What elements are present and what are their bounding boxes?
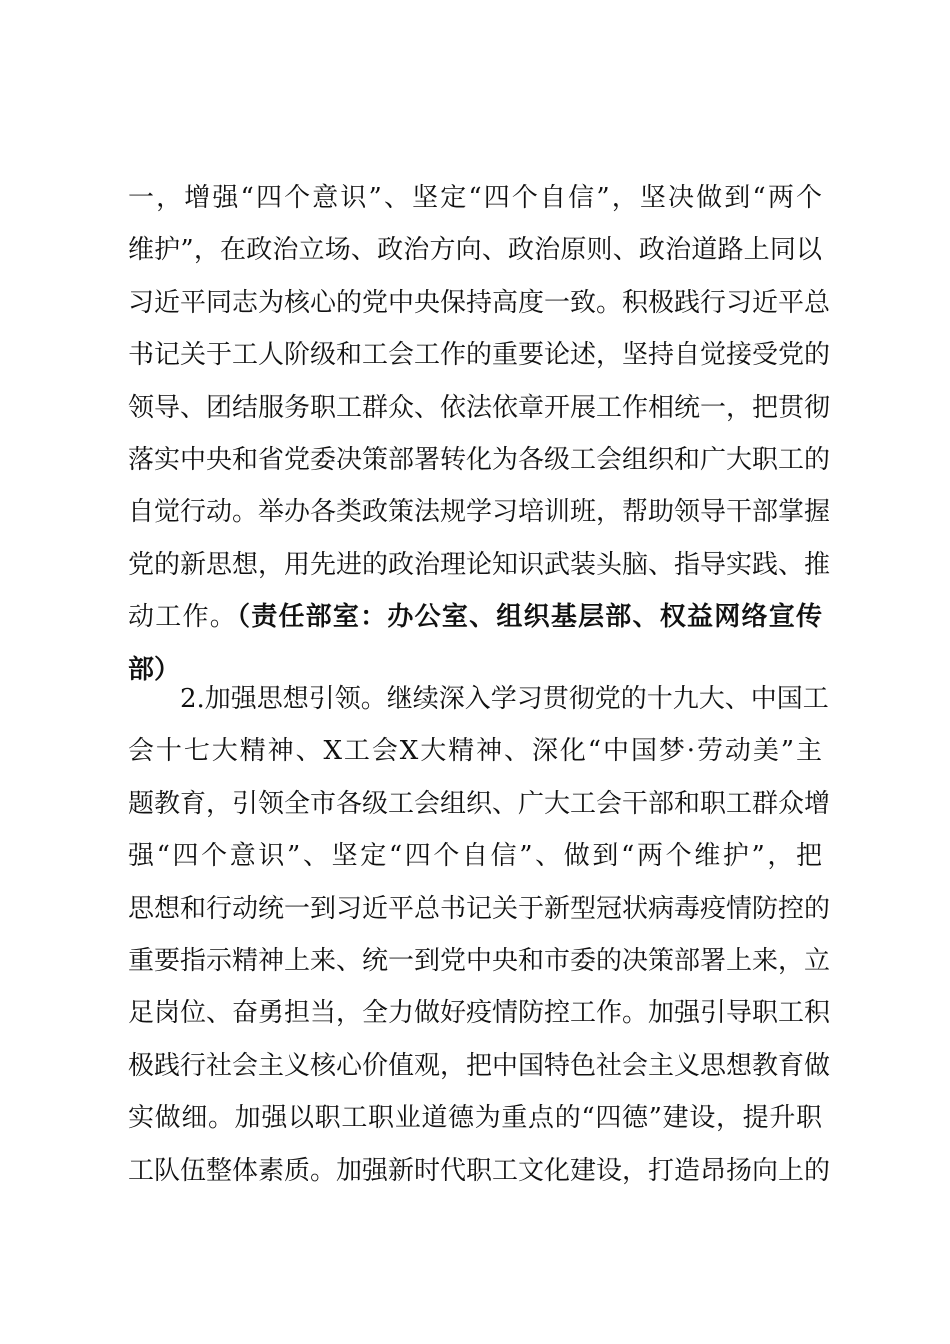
paragraph-1-line-1: 一，增强“四个意识”、坚定“四个自信”，坚决做到“两个 — [128, 183, 822, 213]
responsibility-note-continued: 部） — [128, 654, 181, 685]
paragraph-1-line-9-text: 动工作。 — [128, 602, 237, 633]
paragraph-1 — [128, 172, 831, 696]
paragraph-2-line-3: 题教育，引领全市各级工会组织、广大工会干部和职工群众增 — [128, 788, 831, 819]
paragraph-1-line-2: 维护”，在政治立场、政治方向、政治原则、政治道路上同以 — [128, 235, 822, 266]
paragraph-1-line-9 — [128, 591, 822, 643]
paragraph-1-line-5: 领导、团结服务职工群众、依法依章开展工作相统一，把贯彻 — [128, 392, 831, 423]
paragraph-1-line-6: 落实中央和省党委决策部署转化为各级工会组织和广大职工的 — [128, 444, 831, 475]
paragraph-2-line-4: 强“四个意识”、坚定“四个自信”、做到“两个维护”，把 — [128, 841, 822, 872]
paragraph-1-line-7: 自觉行动。举办各类政策法规学习培训班，帮助领导干部掌握 — [128, 497, 831, 528]
paragraph-2-line-9: 实做细。加强以职工职业道德为重点的“四德”建设，提升职 — [128, 1103, 822, 1134]
responsibility-note: （责任部室：办公室、组织基层部、权益网络宣传 — [236, 602, 822, 633]
paragraph-2-line-7: 足岗位、奋勇担当，全力做好疫情防控工作。加强引导职工积 — [128, 998, 831, 1029]
paragraph-1-line-4: 书记关于工人阶级和工会工作的重要论述，坚持自觉接受党的 — [128, 340, 831, 371]
paragraph-2-line-5: 思想和行动统一到习近平总书记关于新型冠状病毒疫情防控的 — [128, 893, 831, 924]
paragraph-2-line-2: 会十七大精神、X工会X大精神、深化“中国梦·劳动美”主 — [128, 736, 822, 767]
paragraph-1-line-3: 习近平同志为核心的党中央保持高度一致。积极践行习近平总 — [128, 287, 831, 318]
paragraph-2-line-10: 工队伍整体素质。加强新时代职工文化建设，打造昂扬向上的 — [128, 1155, 831, 1186]
paragraph-2-line-1: 2.加强思想引领。继续深入学习贯彻党的十九大、中国工 — [180, 684, 829, 714]
paragraph-2 — [128, 673, 831, 1197]
paragraph-2-line-6: 重要指示精神上来、统一到党中央和市委的决策部署上来，立 — [128, 945, 831, 976]
paragraph-2-line-8: 极践行社会主义核心价值观，把中国特色社会主义思想教育做 — [128, 1050, 831, 1081]
paragraph-1-line-8: 党的新思想，用先进的政治理论知识武装头脑、指导实践、推 — [128, 549, 831, 580]
